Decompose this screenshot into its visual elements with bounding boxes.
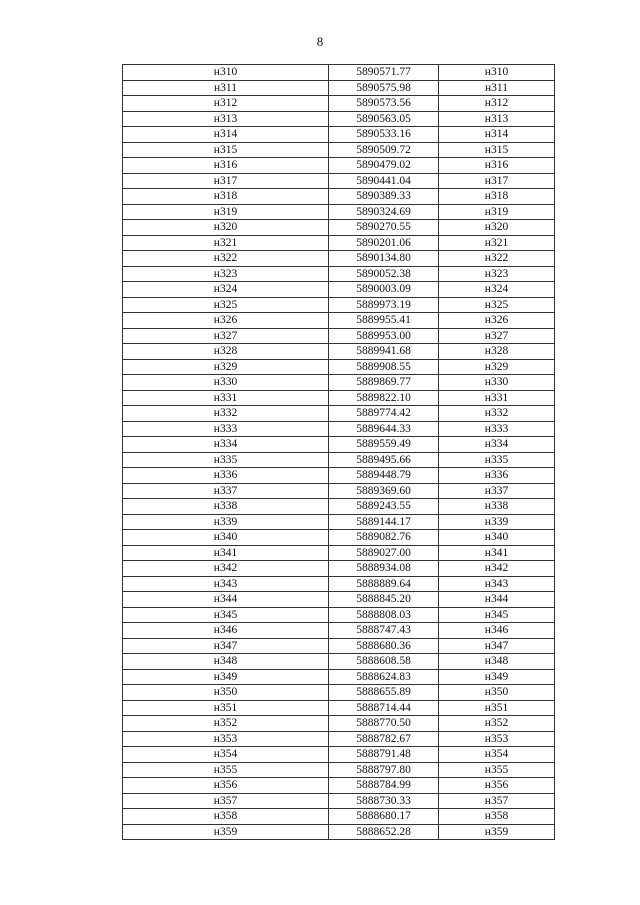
point-id-cell: н346 (123, 623, 329, 639)
x-coordinate-cell: 5888934.08 (329, 561, 439, 577)
table-row (123, 96, 555, 112)
x-coordinate-cell: 5890571.77 (329, 65, 439, 81)
x-coordinate-cell: 5890270.55 (329, 220, 439, 236)
point-id-cell: н356 (123, 778, 329, 794)
table-row (123, 220, 555, 236)
table-row (123, 530, 555, 546)
table-row (123, 344, 555, 360)
point-id-cell: н351 (123, 700, 329, 716)
table-row (123, 251, 555, 267)
point-id-cell: н316 (123, 158, 329, 174)
table-row (123, 809, 555, 825)
table-row (123, 468, 555, 484)
point-id-cell: н330 (123, 375, 329, 391)
table-row (123, 127, 555, 143)
point-id-repeat-cell: н312 (439, 96, 555, 112)
point-id-repeat-cell: н355 (439, 762, 555, 778)
table-row (123, 607, 555, 623)
x-coordinate-cell: 5888784.99 (329, 778, 439, 794)
x-coordinate-cell: 5890389.33 (329, 189, 439, 205)
point-id-repeat-cell: н319 (439, 204, 555, 220)
point-id-cell: н339 (123, 514, 329, 530)
point-id-repeat-cell: н344 (439, 592, 555, 608)
table-row (123, 173, 555, 189)
point-id-repeat-cell: н339 (439, 514, 555, 530)
x-coordinate-cell: 5890573.56 (329, 96, 439, 112)
x-coordinate-cell: 5888680.36 (329, 638, 439, 654)
point-id-cell: н324 (123, 282, 329, 298)
x-coordinate-cell: 5889027.00 (329, 545, 439, 561)
table-row (123, 576, 555, 592)
x-coordinate-cell: 5889082.76 (329, 530, 439, 546)
table-row (123, 437, 555, 453)
point-id-cell: н312 (123, 96, 329, 112)
point-id-repeat-cell: н323 (439, 266, 555, 282)
x-coordinate-cell: 5890575.98 (329, 80, 439, 96)
point-id-cell: н333 (123, 421, 329, 437)
table-row (123, 778, 555, 794)
x-coordinate-cell: 5889869.77 (329, 375, 439, 391)
x-coordinate-cell: 5888624.83 (329, 669, 439, 685)
point-id-cell: н337 (123, 483, 329, 499)
point-id-cell: н320 (123, 220, 329, 236)
table-row (123, 390, 555, 406)
point-id-cell: н328 (123, 344, 329, 360)
point-id-cell: н358 (123, 809, 329, 825)
point-id-repeat-cell: н313 (439, 111, 555, 127)
point-id-repeat-cell: н341 (439, 545, 555, 561)
table-row (123, 406, 555, 422)
table-row (123, 313, 555, 329)
point-id-repeat-cell: н310 (439, 65, 555, 81)
x-coordinate-cell: 5888782.67 (329, 731, 439, 747)
point-id-repeat-cell: н321 (439, 235, 555, 251)
x-coordinate-cell: 5890201.06 (329, 235, 439, 251)
x-coordinate-cell: 5889495.66 (329, 452, 439, 468)
table-row (123, 483, 555, 499)
table-row (123, 716, 555, 732)
x-coordinate-cell: 5888655.89 (329, 685, 439, 701)
point-id-cell: н315 (123, 142, 329, 158)
table-row (123, 747, 555, 763)
page-number: 8 (316, 34, 324, 49)
x-coordinate-cell: 5889369.60 (329, 483, 439, 499)
point-id-cell: н345 (123, 607, 329, 623)
table-row (123, 700, 555, 716)
table-row (123, 638, 555, 654)
x-coordinate-cell: 5888747.43 (329, 623, 439, 639)
point-id-repeat-cell: н353 (439, 731, 555, 747)
table-row (123, 204, 555, 220)
table-row (123, 282, 555, 298)
point-id-cell: н310 (123, 65, 329, 81)
point-id-repeat-cell: н316 (439, 158, 555, 174)
x-coordinate-cell: 5890003.09 (329, 282, 439, 298)
point-id-repeat-cell: н338 (439, 499, 555, 515)
table-row (123, 142, 555, 158)
point-id-repeat-cell: н359 (439, 824, 555, 840)
point-id-repeat-cell: н315 (439, 142, 555, 158)
point-id-cell: н353 (123, 731, 329, 747)
point-id-repeat-cell: н340 (439, 530, 555, 546)
point-id-cell: н355 (123, 762, 329, 778)
point-id-repeat-cell: н327 (439, 328, 555, 344)
point-id-cell: н317 (123, 173, 329, 189)
point-id-repeat-cell: н326 (439, 313, 555, 329)
point-id-cell: н318 (123, 189, 329, 205)
x-coordinate-cell: 5888608.58 (329, 654, 439, 670)
x-coordinate-cell: 5889774.42 (329, 406, 439, 422)
coordinates-table (122, 64, 555, 840)
x-coordinate-cell: 5888845.20 (329, 592, 439, 608)
point-id-cell: н352 (123, 716, 329, 732)
table-row (123, 793, 555, 809)
point-id-cell: н349 (123, 669, 329, 685)
x-coordinate-cell: 5890441.04 (329, 173, 439, 189)
point-id-repeat-cell: н354 (439, 747, 555, 763)
table-row (123, 592, 555, 608)
point-id-cell: н341 (123, 545, 329, 561)
point-id-cell: н359 (123, 824, 329, 840)
point-id-cell: н326 (123, 313, 329, 329)
point-id-cell: н344 (123, 592, 329, 608)
x-coordinate-cell: 5889953.00 (329, 328, 439, 344)
table-row (123, 685, 555, 701)
x-coordinate-cell: 5888652.28 (329, 824, 439, 840)
table-row (123, 266, 555, 282)
x-coordinate-cell: 5889973.19 (329, 297, 439, 313)
x-coordinate-cell: 5888889.64 (329, 576, 439, 592)
x-coordinate-cell: 5890479.02 (329, 158, 439, 174)
x-coordinate-cell: 5888797.80 (329, 762, 439, 778)
x-coordinate-cell: 5888680.17 (329, 809, 439, 825)
point-id-cell: н325 (123, 297, 329, 313)
x-coordinate-cell: 5888808.03 (329, 607, 439, 623)
point-id-cell: н319 (123, 204, 329, 220)
x-coordinate-cell: 5890134.80 (329, 251, 439, 267)
x-coordinate-cell: 5890563.05 (329, 111, 439, 127)
x-coordinate-cell: 5889822.10 (329, 390, 439, 406)
x-coordinate-cell: 5888714.44 (329, 700, 439, 716)
point-id-cell: н343 (123, 576, 329, 592)
point-id-repeat-cell: н330 (439, 375, 555, 391)
point-id-cell: н354 (123, 747, 329, 763)
table-row (123, 189, 555, 205)
x-coordinate-cell: 5889243.55 (329, 499, 439, 515)
table-row (123, 561, 555, 577)
point-id-cell: н350 (123, 685, 329, 701)
point-id-cell: н329 (123, 359, 329, 375)
point-id-repeat-cell: н358 (439, 809, 555, 825)
point-id-repeat-cell: н328 (439, 344, 555, 360)
x-coordinate-cell: 5889144.17 (329, 514, 439, 530)
table-row (123, 65, 555, 81)
point-id-cell: н332 (123, 406, 329, 422)
point-id-repeat-cell: н336 (439, 468, 555, 484)
x-coordinate-cell: 5888730.33 (329, 793, 439, 809)
x-coordinate-cell: 5890052.38 (329, 266, 439, 282)
point-id-cell: н347 (123, 638, 329, 654)
x-coordinate-cell: 5889559.49 (329, 437, 439, 453)
table-row (123, 824, 555, 840)
x-coordinate-cell: 5889908.55 (329, 359, 439, 375)
table-row (123, 762, 555, 778)
table-row (123, 235, 555, 251)
point-id-repeat-cell: н314 (439, 127, 555, 143)
point-id-repeat-cell: н343 (439, 576, 555, 592)
point-id-cell: н342 (123, 561, 329, 577)
point-id-cell: н327 (123, 328, 329, 344)
table-row (123, 545, 555, 561)
point-id-cell: н323 (123, 266, 329, 282)
point-id-cell: н331 (123, 390, 329, 406)
point-id-cell: н335 (123, 452, 329, 468)
table-row (123, 111, 555, 127)
table-row (123, 80, 555, 96)
table-row (123, 452, 555, 468)
point-id-cell: н322 (123, 251, 329, 267)
point-id-repeat-cell: н349 (439, 669, 555, 685)
point-id-repeat-cell: н320 (439, 220, 555, 236)
point-id-repeat-cell: н331 (439, 390, 555, 406)
point-id-repeat-cell: н345 (439, 607, 555, 623)
point-id-cell: н336 (123, 468, 329, 484)
point-id-repeat-cell: н335 (439, 452, 555, 468)
point-id-repeat-cell: н332 (439, 406, 555, 422)
coordinates-table-body (123, 65, 555, 840)
point-id-repeat-cell: н329 (439, 359, 555, 375)
point-id-repeat-cell: н318 (439, 189, 555, 205)
table-row (123, 731, 555, 747)
point-id-repeat-cell: н324 (439, 282, 555, 298)
point-id-repeat-cell: н322 (439, 251, 555, 267)
point-id-cell: н348 (123, 654, 329, 670)
x-coordinate-cell: 5890324.69 (329, 204, 439, 220)
table-row (123, 328, 555, 344)
point-id-repeat-cell: н342 (439, 561, 555, 577)
table-row (123, 669, 555, 685)
x-coordinate-cell: 5889941.68 (329, 344, 439, 360)
point-id-repeat-cell: н352 (439, 716, 555, 732)
point-id-cell: н338 (123, 499, 329, 515)
table-row (123, 623, 555, 639)
x-coordinate-cell: 5890509.72 (329, 142, 439, 158)
point-id-repeat-cell: н347 (439, 638, 555, 654)
table-row (123, 421, 555, 437)
table-row (123, 499, 555, 515)
point-id-repeat-cell: н357 (439, 793, 555, 809)
point-id-cell: н313 (123, 111, 329, 127)
table-row (123, 514, 555, 530)
table-row (123, 375, 555, 391)
point-id-repeat-cell: н311 (439, 80, 555, 96)
x-coordinate-cell: 5888791.48 (329, 747, 439, 763)
point-id-repeat-cell: н325 (439, 297, 555, 313)
table-row (123, 158, 555, 174)
table-row (123, 297, 555, 313)
x-coordinate-cell: 5889644.33 (329, 421, 439, 437)
table-row (123, 359, 555, 375)
point-id-cell: н311 (123, 80, 329, 96)
x-coordinate-cell: 5889955.41 (329, 313, 439, 329)
point-id-cell: н357 (123, 793, 329, 809)
point-id-cell: н314 (123, 127, 329, 143)
point-id-repeat-cell: н337 (439, 483, 555, 499)
point-id-cell: н340 (123, 530, 329, 546)
x-coordinate-cell: 5889448.79 (329, 468, 439, 484)
point-id-repeat-cell: н333 (439, 421, 555, 437)
point-id-repeat-cell: н351 (439, 700, 555, 716)
point-id-repeat-cell: н356 (439, 778, 555, 794)
point-id-repeat-cell: н348 (439, 654, 555, 670)
table-row (123, 654, 555, 670)
x-coordinate-cell: 5888770.50 (329, 716, 439, 732)
point-id-repeat-cell: н317 (439, 173, 555, 189)
x-coordinate-cell: 5890533.16 (329, 127, 439, 143)
point-id-cell: н334 (123, 437, 329, 453)
point-id-repeat-cell: н346 (439, 623, 555, 639)
point-id-repeat-cell: н350 (439, 685, 555, 701)
point-id-repeat-cell: н334 (439, 437, 555, 453)
point-id-cell: н321 (123, 235, 329, 251)
